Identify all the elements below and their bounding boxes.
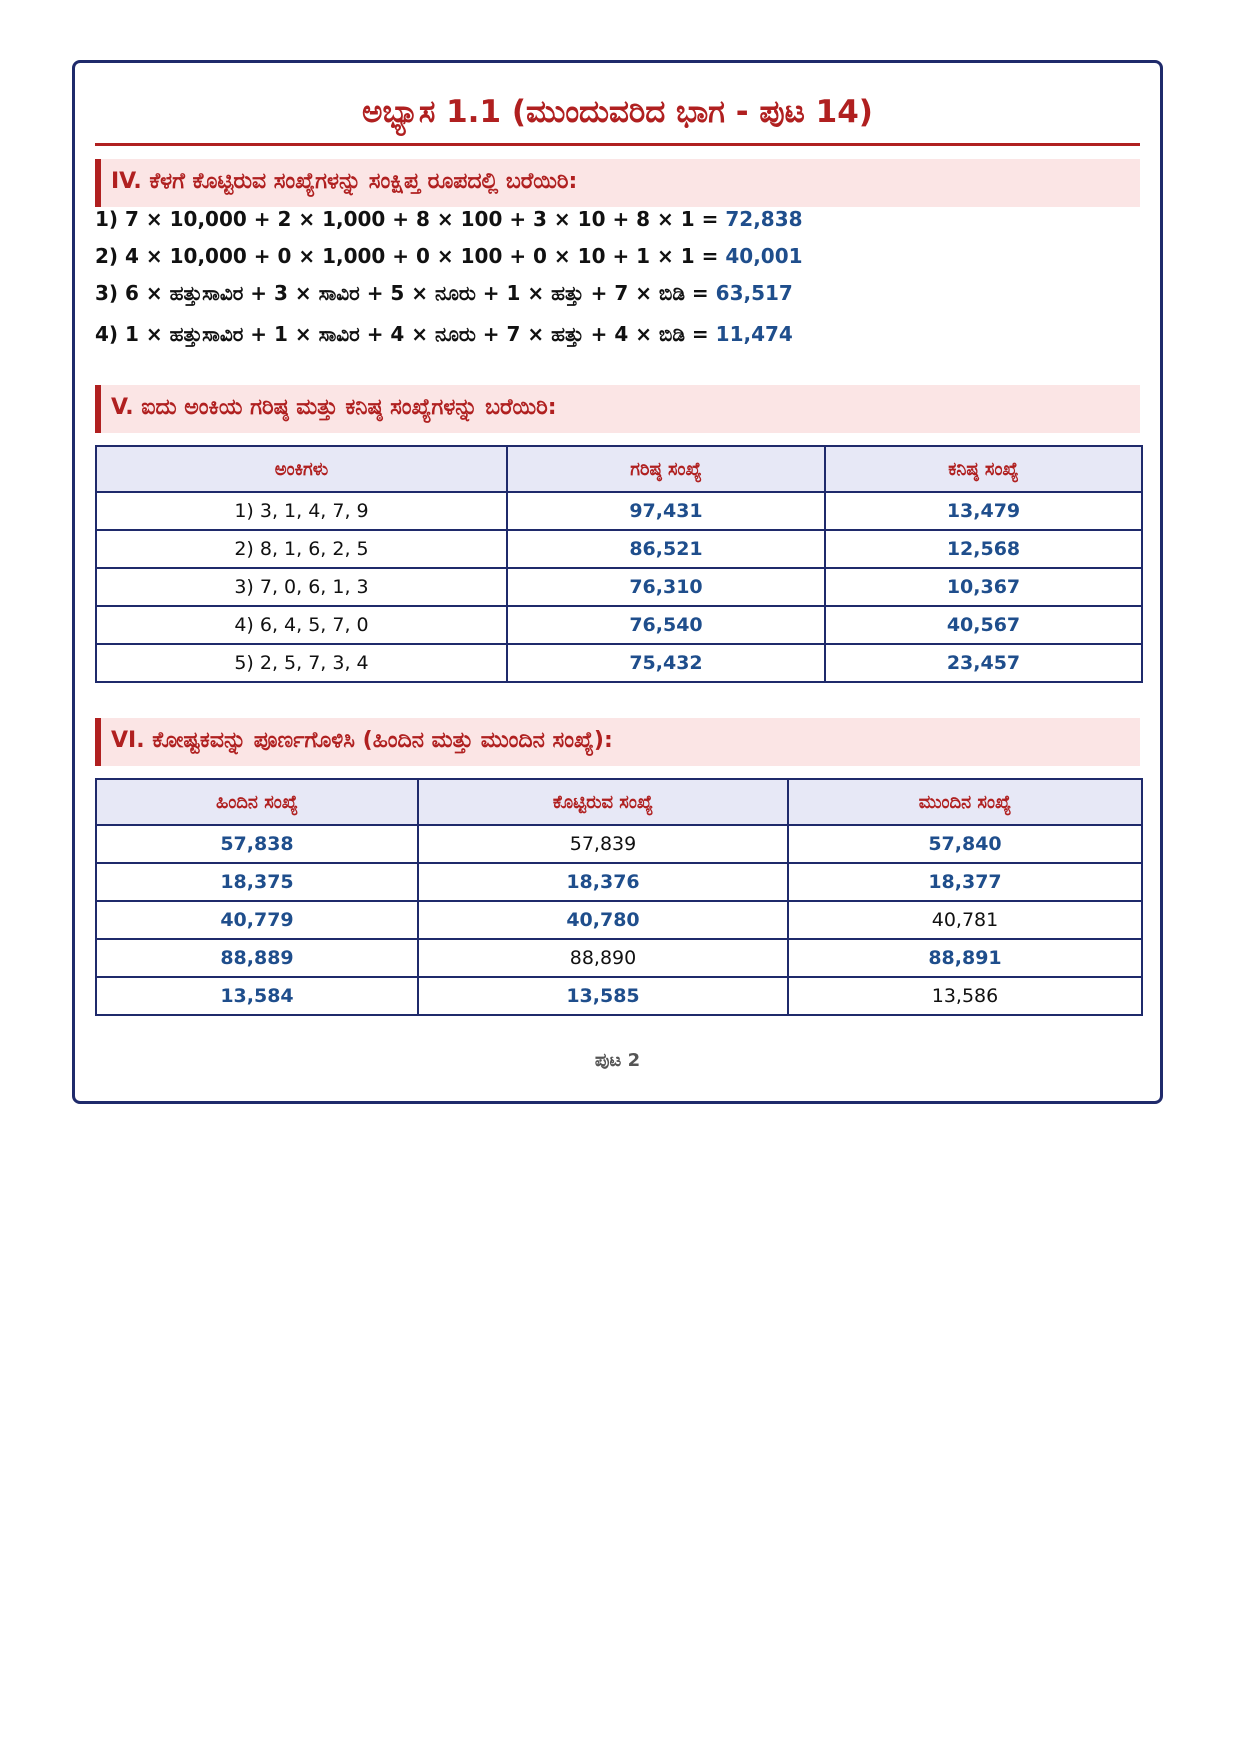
given-cell: 40,780 (418, 901, 788, 939)
item-answer: 40,001 (725, 244, 803, 268)
successor-cell: 88,891 (788, 939, 1142, 977)
successor-cell: 18,377 (788, 863, 1142, 901)
min-cell: 10,367 (825, 568, 1142, 606)
predecessor-cell: 40,779 (96, 901, 418, 939)
predecessor-cell: 13,584 (96, 977, 418, 1015)
given-cell: 13,585 (418, 977, 788, 1015)
column-header: ಮುಂದಿನ ಸಂಖ್ಯೆ (788, 779, 1142, 825)
table-row (96, 530, 1142, 568)
title-divider (95, 143, 1140, 146)
digits-cell: 4) 6, 4, 5, 7, 0 (96, 606, 507, 644)
table-row (96, 492, 1142, 530)
section-5-heading: V. ಐದು ಅಂಕಿಯ ಗರಿಷ್ಠ ಮತ್ತು ಕನಿಷ್ಠ ಸಂಖ್ಯೆಗಳನ್ನು ಬರೆಯಿರಿ: (95, 385, 1140, 433)
table-row (96, 644, 1142, 682)
table-header-row (96, 779, 1142, 825)
table-row (96, 939, 1142, 977)
successor-cell: 40,781 (788, 901, 1142, 939)
max-cell: 75,432 (507, 644, 825, 682)
expanded-form-item-2 (95, 239, 1140, 273)
given-cell: 57,839 (418, 825, 788, 863)
table-row (96, 606, 1142, 644)
expanded-form-item-1 (95, 202, 1140, 236)
min-cell: 40,567 (825, 606, 1142, 644)
digits-cell: 1) 3, 1, 4, 7, 9 (96, 492, 507, 530)
item-expression: 2) 4 × 10,000 + 0 × 1,000 + 0 × 100 + 0 × 10 + 1 × 1 = (95, 244, 726, 268)
table-row (96, 825, 1142, 863)
predecessor-cell: 57,838 (96, 825, 418, 863)
page-title: ಅಭ್ಯಾಸ 1.1 (ಮುಂದುವರಿದ ಭಾಗ - ಪುಟ 14) (362, 94, 873, 130)
item-expression: 4) 1 × ಹತ್ತುಸಾವಿರ + 1 × ಸಾವಿರ + 4 × ನೂರು + 7 × ಹತ್ತು + 4 × ಬಿಡಿ = (95, 322, 716, 346)
digits-cell: 2) 8, 1, 6, 2, 5 (96, 530, 507, 568)
digits-cell: 5) 2, 5, 7, 3, 4 (96, 644, 507, 682)
column-header: ಕನಿಷ್ಠ ಸಂಖ್ಯೆ (825, 446, 1142, 492)
item-expression: 1) 7 × 10,000 + 2 × 1,000 + 8 × 100 + 3 × 10 + 8 × 1 = (95, 207, 726, 231)
table-row (96, 901, 1142, 939)
column-header: ಅಂಕಿಗಳು (96, 446, 507, 492)
section-4-heading: IV. ಕೆಳಗೆ ಕೊಟ್ಟಿರುವ ಸಂಖ್ಯೆಗಳನ್ನು ಸಂಕ್ಷಿಪ್ತ ರೂಪದಲ್ಲಿ ಬರೆಯಿರಿ: (95, 159, 1140, 207)
table-row (96, 863, 1142, 901)
min-cell: 12,568 (825, 530, 1142, 568)
table-row (96, 977, 1142, 1015)
item-answer: 63,517 (715, 281, 793, 305)
expanded-form-item-3 (95, 276, 1140, 310)
item-expression: 3) 6 × ಹತ್ತುಸಾವಿರ + 3 × ಸಾವಿರ + 5 × ನೂರು + 1 × ಹತ್ತು + 7 × ಬಿಡಿ = (95, 281, 716, 305)
table-header-row (96, 446, 1142, 492)
given-cell: 88,890 (418, 939, 788, 977)
expanded-form-item-4 (95, 317, 1140, 351)
table-row (96, 568, 1142, 606)
max-cell: 76,540 (507, 606, 825, 644)
min-cell: 13,479 (825, 492, 1142, 530)
max-cell: 86,521 (507, 530, 825, 568)
item-answer: 11,474 (715, 322, 793, 346)
section-6-heading: VI. ಕೋಷ್ಟಕವನ್ನು ಪೂರ್ಣಗೊಳಿಸಿ (ಹಿಂದಿನ ಮತ್ತು ಮುಂದಿನ ಸಂಖ್ಯೆ): (95, 718, 1140, 766)
page-number: ಪುಟ 2 (594, 1050, 641, 1071)
successor-cell: 13,586 (788, 977, 1142, 1015)
predecessor-successor-table (95, 778, 1143, 1016)
successor-cell: 57,840 (788, 825, 1142, 863)
column-header: ಕೊಟ್ಟಿರುವ ಸಂಖ್ಯೆ (418, 779, 788, 825)
item-answer: 72,838 (725, 207, 803, 231)
column-header: ಹಿಂದಿನ ಸಂಖ್ಯೆ (96, 779, 418, 825)
worksheet-card (72, 60, 1163, 1104)
min-cell: 23,457 (825, 644, 1142, 682)
predecessor-cell: 18,375 (96, 863, 418, 901)
predecessor-cell: 88,889 (96, 939, 418, 977)
max-cell: 76,310 (507, 568, 825, 606)
column-header: ಗರಿಷ್ಠ ಸಂಖ್ಯೆ (507, 446, 825, 492)
max-min-table (95, 445, 1143, 683)
max-cell: 97,431 (507, 492, 825, 530)
digits-cell: 3) 7, 0, 6, 1, 3 (96, 568, 507, 606)
given-cell: 18,376 (418, 863, 788, 901)
